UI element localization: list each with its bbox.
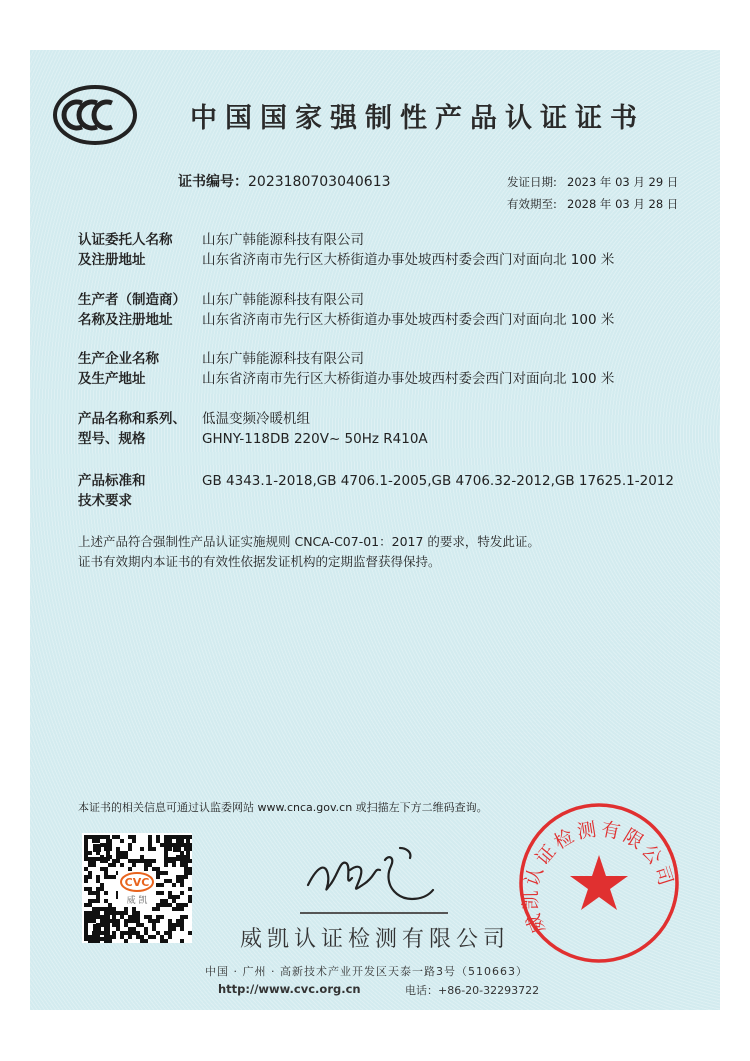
qr-module bbox=[176, 907, 180, 911]
qr-module bbox=[188, 871, 192, 875]
qr-code[interactable] bbox=[82, 833, 192, 943]
qr-module bbox=[124, 923, 128, 927]
qr-module bbox=[92, 919, 96, 923]
qr-module bbox=[180, 915, 184, 919]
qr-module bbox=[180, 903, 184, 907]
qr-module bbox=[100, 887, 104, 891]
qr-module bbox=[112, 931, 116, 935]
qr-module bbox=[136, 859, 140, 863]
qr-module bbox=[160, 883, 164, 887]
qr-module bbox=[148, 919, 152, 923]
qr-module bbox=[128, 915, 132, 919]
qr-module bbox=[128, 867, 132, 871]
qr-module bbox=[172, 899, 176, 903]
qr-module bbox=[124, 855, 128, 859]
qr-module bbox=[160, 939, 164, 943]
qr-module bbox=[188, 931, 192, 935]
qr-module bbox=[160, 899, 164, 903]
qr-module bbox=[132, 835, 136, 839]
qr-module bbox=[112, 911, 116, 915]
qr-module bbox=[152, 859, 156, 863]
qr-module bbox=[88, 871, 92, 875]
qr-module bbox=[148, 859, 152, 863]
qr-module bbox=[136, 935, 140, 939]
qr-module bbox=[116, 859, 120, 863]
qr-module bbox=[172, 923, 176, 927]
qr-module bbox=[88, 851, 92, 855]
qr-module bbox=[176, 923, 180, 927]
qr-module bbox=[100, 919, 104, 923]
qr-module bbox=[128, 835, 132, 839]
qr-module bbox=[156, 907, 160, 911]
qr-module bbox=[156, 931, 160, 935]
qr-module bbox=[164, 939, 168, 943]
qr-module bbox=[152, 907, 156, 911]
qr-module bbox=[132, 863, 136, 867]
qr-module bbox=[108, 907, 112, 911]
qr-module bbox=[124, 851, 128, 855]
qr-module bbox=[180, 879, 184, 883]
qr-module bbox=[100, 907, 104, 911]
qr-module bbox=[120, 855, 124, 859]
official-seal bbox=[516, 800, 682, 966]
qr-module bbox=[156, 915, 160, 919]
qr-module bbox=[180, 927, 184, 931]
qr-module bbox=[188, 899, 192, 903]
qr-module bbox=[112, 863, 116, 867]
qr-module bbox=[92, 839, 96, 843]
qr-module bbox=[124, 939, 128, 943]
qr-module bbox=[88, 863, 92, 867]
qr-module bbox=[92, 863, 96, 867]
qr-module bbox=[152, 923, 156, 927]
qr-module bbox=[108, 875, 112, 879]
qr-module bbox=[132, 927, 136, 931]
qr-module bbox=[144, 927, 148, 931]
qr-module bbox=[160, 871, 164, 875]
qr-module bbox=[120, 931, 124, 935]
qr-module bbox=[92, 891, 96, 895]
qr-module bbox=[156, 919, 160, 923]
qr-module bbox=[184, 867, 188, 871]
qr-module bbox=[144, 931, 148, 935]
qr-module bbox=[176, 903, 180, 907]
qr-module bbox=[176, 875, 180, 879]
qr-module bbox=[112, 907, 116, 911]
qr-module bbox=[88, 919, 92, 923]
qr-module bbox=[96, 879, 100, 883]
qr-module bbox=[172, 883, 176, 887]
qr-module bbox=[104, 907, 108, 911]
qr-module bbox=[128, 927, 132, 931]
qr-module bbox=[104, 871, 108, 875]
qr-module bbox=[168, 931, 172, 935]
qr-module bbox=[188, 887, 192, 891]
qr-module bbox=[96, 875, 100, 879]
qr-module bbox=[180, 919, 184, 923]
qr-module bbox=[180, 939, 184, 943]
qr-module bbox=[168, 923, 172, 927]
qr-module bbox=[96, 895, 100, 899]
qr-module bbox=[172, 907, 176, 911]
qr-module bbox=[116, 847, 120, 851]
qr-module bbox=[168, 935, 172, 939]
ccc-logo bbox=[52, 84, 138, 146]
qr-module bbox=[168, 879, 172, 883]
qr-module bbox=[184, 915, 188, 919]
qr-module bbox=[176, 839, 180, 843]
qr-module bbox=[156, 891, 160, 895]
qr-module bbox=[128, 931, 132, 935]
qr-module bbox=[132, 907, 136, 911]
qr-module bbox=[104, 875, 108, 879]
qr-module bbox=[108, 911, 112, 915]
qr-module bbox=[176, 919, 180, 923]
qr-module bbox=[188, 867, 192, 871]
qr-module bbox=[120, 851, 124, 855]
qr-module bbox=[84, 911, 88, 915]
qr-module bbox=[88, 887, 92, 891]
qr-module bbox=[88, 875, 92, 879]
qr-module bbox=[180, 863, 184, 867]
qr-module bbox=[92, 911, 96, 915]
qr-module bbox=[112, 915, 116, 919]
qr-module bbox=[104, 891, 108, 895]
signature-line bbox=[300, 912, 448, 914]
qr-module bbox=[180, 907, 184, 911]
qr-module bbox=[104, 867, 108, 871]
qr-module bbox=[132, 931, 136, 935]
qr-module bbox=[100, 883, 104, 887]
qr-module bbox=[172, 895, 176, 899]
certificate-title: 中国国家强制性产品认证证书 bbox=[190, 103, 645, 134]
qr-module bbox=[152, 919, 156, 923]
issuer-website[interactable]: http://www.cvc.org.cn bbox=[218, 982, 361, 996]
qr-module bbox=[164, 903, 168, 907]
qr-module bbox=[168, 839, 172, 843]
qr-module bbox=[100, 867, 104, 871]
qr-module bbox=[164, 871, 168, 875]
qr-module bbox=[88, 899, 92, 903]
qr-module bbox=[92, 899, 96, 903]
qr-module bbox=[148, 935, 152, 939]
qr-module bbox=[148, 847, 152, 851]
qr-module bbox=[116, 911, 120, 915]
qr-module bbox=[104, 899, 108, 903]
query-note: 本证书的相关信息可通过认监委网站 www.cnca.gov.cn 或扫描左下方二维码查询。 bbox=[78, 801, 488, 814]
qr-module bbox=[84, 903, 88, 907]
qr-module bbox=[184, 863, 188, 867]
qr-module bbox=[152, 935, 156, 939]
dates: 发证日期: 2023 年 03 月 29 日 有效期至: 2028 年 03 月 28 日 bbox=[507, 175, 679, 211]
qr-module bbox=[176, 895, 180, 899]
qr-module bbox=[84, 867, 88, 871]
qr-module bbox=[136, 931, 140, 935]
signature bbox=[300, 840, 450, 910]
qr-module bbox=[88, 903, 92, 907]
qr-module bbox=[128, 859, 132, 863]
qr-module bbox=[116, 855, 120, 859]
qr-module bbox=[180, 839, 184, 843]
qr-module bbox=[152, 867, 156, 871]
qr-module bbox=[156, 871, 160, 875]
qr-module bbox=[128, 847, 132, 851]
qr-module bbox=[148, 863, 152, 867]
qr-module bbox=[140, 855, 144, 859]
qr-module bbox=[140, 935, 144, 939]
qr-module bbox=[96, 911, 100, 915]
qr-module bbox=[84, 879, 88, 883]
qr-module bbox=[136, 915, 140, 919]
qr-module bbox=[116, 923, 120, 927]
qr-module bbox=[96, 899, 100, 903]
qr-module bbox=[184, 875, 188, 879]
qr-module bbox=[104, 911, 108, 915]
qr-module bbox=[128, 843, 132, 847]
qr-module bbox=[140, 923, 144, 927]
svg-text:威凯认证检测有限公司: 威凯认证检测有限公司 bbox=[519, 818, 678, 937]
qr-module bbox=[112, 875, 116, 879]
svg-text:CVC: CVC bbox=[124, 876, 150, 889]
statement: 上述产品符合强制性产品认证实施规则 CNCA-C07-01：2017 的要求，特发此证。 证书有效期内本证书的有效性依据发证机构的定期监督获得保持。 bbox=[78, 534, 540, 569]
qr-module bbox=[144, 939, 148, 943]
qr-module bbox=[176, 879, 180, 883]
qr-module bbox=[180, 875, 184, 879]
qr-module bbox=[172, 927, 176, 931]
qr-module bbox=[148, 839, 152, 843]
qr-module bbox=[108, 903, 112, 907]
qr-module bbox=[112, 923, 116, 927]
qr-module bbox=[172, 863, 176, 867]
issuer-address: 中国 · 广州 · 高新技术产业开发区天泰一路3号（510663） bbox=[205, 965, 528, 978]
qr-module bbox=[156, 875, 160, 879]
qr-module bbox=[132, 919, 136, 923]
qr-module bbox=[168, 903, 172, 907]
qr-module bbox=[164, 931, 168, 935]
qr-module bbox=[148, 915, 152, 919]
qr-module bbox=[136, 919, 140, 923]
qr-module bbox=[140, 859, 144, 863]
qr-module bbox=[152, 847, 156, 851]
qr-module bbox=[168, 843, 172, 847]
qr-module bbox=[168, 919, 172, 923]
qr-module bbox=[84, 887, 88, 891]
qr-module bbox=[96, 839, 100, 843]
qr-module bbox=[168, 895, 172, 899]
issuer-phone: 电话：+86-20-32293722 bbox=[405, 984, 540, 997]
qr-module bbox=[92, 907, 96, 911]
qr-module bbox=[140, 847, 144, 851]
qr-module bbox=[88, 911, 92, 915]
qr-module bbox=[144, 863, 148, 867]
qr-module bbox=[184, 903, 188, 907]
qr-module bbox=[120, 911, 124, 915]
qr-module bbox=[120, 863, 124, 867]
qr-module bbox=[112, 835, 116, 839]
qr-module bbox=[140, 939, 144, 943]
qr-module bbox=[148, 843, 152, 847]
certificate-number: 证书编号：2023180703040613 bbox=[178, 174, 391, 190]
qr-module bbox=[168, 847, 172, 851]
qr-module bbox=[112, 859, 116, 863]
qr-module bbox=[168, 891, 172, 895]
qr-module bbox=[164, 863, 168, 867]
qr-module bbox=[96, 907, 100, 911]
qr-module bbox=[132, 915, 136, 919]
qr-module bbox=[160, 935, 164, 939]
qr-module bbox=[112, 919, 116, 923]
qr-module bbox=[160, 915, 164, 919]
qr-module bbox=[144, 859, 148, 863]
qr-module bbox=[96, 887, 100, 891]
qr-module bbox=[156, 867, 160, 871]
qr-module bbox=[160, 843, 164, 847]
qr-module bbox=[120, 839, 124, 843]
qr-module bbox=[156, 883, 160, 887]
qr-module bbox=[156, 903, 160, 907]
qr-module bbox=[184, 871, 188, 875]
issuer-company: 威凯认证检测有限公司 bbox=[240, 927, 511, 952]
qr-module bbox=[132, 859, 136, 863]
qr-module bbox=[96, 891, 100, 895]
svg-text:威 凯: 威 凯 bbox=[126, 896, 148, 906]
qr-module bbox=[112, 935, 116, 939]
qr-module bbox=[168, 927, 172, 931]
qr-module bbox=[180, 883, 184, 887]
qr-module bbox=[124, 931, 128, 935]
qr-module bbox=[124, 911, 128, 915]
qr-module bbox=[120, 915, 124, 919]
qr-module bbox=[188, 895, 192, 899]
qr-module bbox=[88, 891, 92, 895]
qr-module bbox=[144, 867, 148, 871]
qr-module bbox=[128, 919, 132, 923]
qr-module bbox=[128, 935, 132, 939]
qr-module bbox=[132, 839, 136, 843]
qr-module bbox=[124, 907, 128, 911]
qr-module bbox=[136, 923, 140, 927]
qr-module bbox=[180, 891, 184, 895]
qr-module bbox=[136, 911, 140, 915]
qr-module bbox=[144, 915, 148, 919]
qr-module bbox=[116, 919, 120, 923]
qr-module bbox=[120, 935, 124, 939]
qr-module bbox=[156, 835, 160, 839]
qr-module bbox=[132, 911, 136, 915]
qr-module bbox=[156, 839, 160, 843]
qr-module bbox=[124, 919, 128, 923]
qr-module bbox=[84, 875, 88, 879]
qr-module bbox=[148, 835, 152, 839]
star-icon bbox=[570, 855, 628, 910]
qr-module bbox=[108, 863, 112, 867]
qr-module bbox=[160, 903, 164, 907]
qr-module bbox=[152, 927, 156, 931]
qr-module bbox=[164, 899, 168, 903]
qr-module bbox=[116, 835, 120, 839]
qr-module bbox=[116, 927, 120, 931]
qr-module bbox=[164, 879, 168, 883]
qr-module bbox=[116, 851, 120, 855]
qr-module bbox=[180, 923, 184, 927]
qr-module bbox=[160, 891, 164, 895]
